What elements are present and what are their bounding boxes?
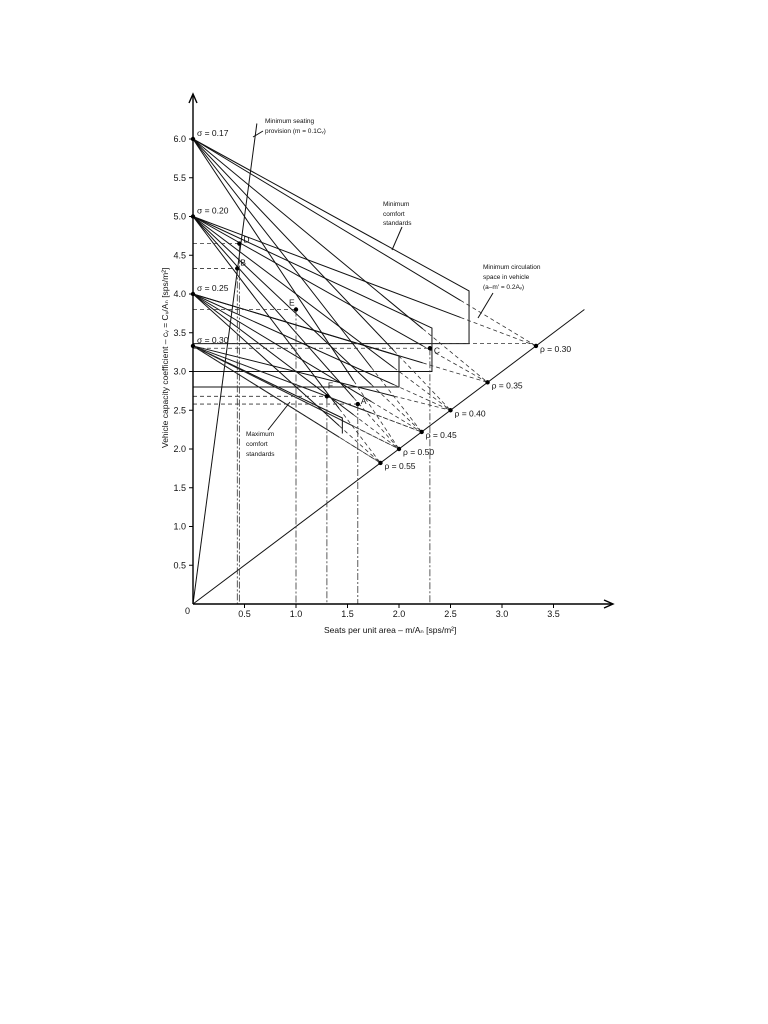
sigma-point xyxy=(191,344,195,348)
labels-layer xyxy=(160,118,571,635)
sigma-label: σ = 0.25 xyxy=(197,283,229,293)
circulation-label-2: space in vehicle xyxy=(483,274,530,281)
x-axis-label: Seats per unit area – m/Aₙ [sps/m²] xyxy=(324,625,457,635)
origin-label: 0 xyxy=(185,606,191,616)
y-tick-label: 1.0 xyxy=(173,521,186,532)
point-label: B xyxy=(240,257,246,268)
circulation-label-1: Minimum circulation xyxy=(483,264,541,271)
x-tick-label: 1.5 xyxy=(341,609,354,619)
fan-line xyxy=(193,294,371,402)
fan-line-dashed xyxy=(423,363,488,382)
rho-point xyxy=(448,408,452,412)
rho-label: ρ = 0.30 xyxy=(539,343,572,354)
rho-point xyxy=(397,447,401,451)
circulation-label-3: (a–m′ = 0.2Aᵥ) xyxy=(483,284,525,291)
named-point xyxy=(325,394,329,398)
rho-label: ρ = 0.55 xyxy=(384,460,416,471)
named-point xyxy=(356,402,360,406)
point-label: E xyxy=(289,297,295,308)
circulation-leader xyxy=(478,293,493,318)
y-tick-label: 5.0 xyxy=(173,211,186,222)
rho-label: ρ = 0.45 xyxy=(425,429,457,440)
y-tick-label: 6.0 xyxy=(173,134,186,144)
y-tick-label: 1.5 xyxy=(173,482,186,493)
fan-line-dashed xyxy=(371,402,421,432)
solid-line-layer xyxy=(193,124,584,605)
named-point xyxy=(237,241,241,245)
sigma-point xyxy=(191,292,195,296)
rho-point xyxy=(378,461,382,465)
y-tick-label: 4.5 xyxy=(173,250,186,261)
sigma-point xyxy=(191,137,195,141)
x-tick-label: 3.5 xyxy=(547,609,560,619)
x-tick-label: 0.5 xyxy=(238,609,251,619)
seating-label-2: provision (m = 0.1Cᵥ) xyxy=(265,128,326,135)
rho-label: ρ = 0.40 xyxy=(454,408,486,419)
x-tick-label: 2.5 xyxy=(444,609,457,619)
fan-line xyxy=(193,217,423,346)
y-tick-label: 2.0 xyxy=(173,444,186,454)
fan-line-dashed xyxy=(423,346,488,382)
named-point xyxy=(294,307,298,311)
max-comfort-label-3: standards xyxy=(246,451,275,458)
sigma-label: σ = 0.30 xyxy=(197,334,229,345)
fan-line-dashed xyxy=(461,317,536,345)
fan-line-dashed xyxy=(339,426,380,463)
point-label: C xyxy=(433,345,441,356)
fan-line-dashed xyxy=(354,415,399,449)
rho-point xyxy=(419,430,423,434)
y-tick-label: 3.0 xyxy=(173,366,186,377)
y-tick-label: 2.5 xyxy=(173,405,186,416)
y-tick-label: 3.5 xyxy=(173,327,186,338)
x-tick-label: 1.0 xyxy=(289,609,303,619)
sigma-label: σ = 0.17 xyxy=(197,128,229,138)
y-tick-label: 0.5 xyxy=(173,560,186,571)
named-point xyxy=(428,346,432,350)
min-comfort-label-2: comfort xyxy=(383,211,405,218)
sigma-point xyxy=(191,214,195,218)
fan-line-dashed xyxy=(394,396,451,410)
points-layer xyxy=(191,137,538,465)
y-axis-label: Vehicle capacity coefficient – cᵥ = Cᵥ/Aₙ [sps/m²] xyxy=(160,267,170,448)
point-label: A xyxy=(360,396,367,407)
fan-line-dashed xyxy=(461,300,536,346)
sigma-label: σ = 0.20 xyxy=(197,205,229,216)
point-label: D xyxy=(243,234,250,245)
named-point xyxy=(235,266,239,270)
rho-label: ρ = 0.35 xyxy=(491,380,523,391)
fan-line-dashed xyxy=(339,409,380,463)
point-label: F xyxy=(327,380,334,391)
fan-line-dashed xyxy=(394,351,451,411)
max-comfort-label-2: comfort xyxy=(246,441,268,448)
min-comfort-leader xyxy=(392,227,402,250)
seating-leader xyxy=(253,131,263,137)
max-comfort-leader xyxy=(268,402,290,430)
rho-point xyxy=(485,380,489,384)
fan-line-dashed xyxy=(423,329,488,383)
x-tick-label: 3.0 xyxy=(495,609,509,619)
dashed-line-layer xyxy=(193,244,536,604)
min-comfort-label-1: Minimum xyxy=(383,201,410,208)
y-tick-label: 5.5 xyxy=(173,172,186,183)
max-comfort-label-1: Maximum xyxy=(246,431,275,438)
fan-line xyxy=(193,139,423,329)
y-tick-label: 4.0 xyxy=(173,289,186,299)
rho-point xyxy=(534,344,538,348)
fan-line xyxy=(193,217,339,409)
x-tick-label: 2.0 xyxy=(392,609,406,619)
ticks xyxy=(173,134,559,619)
fan-line-dashed xyxy=(371,385,421,432)
fan-line xyxy=(193,139,461,300)
min-comfort-label-3: standards xyxy=(383,220,412,227)
fan-line xyxy=(193,294,354,415)
fan-line-dashed xyxy=(354,381,399,449)
rho-label: ρ = 0.50 xyxy=(403,447,435,457)
seating-label-1: Minimum seating xyxy=(265,118,315,125)
